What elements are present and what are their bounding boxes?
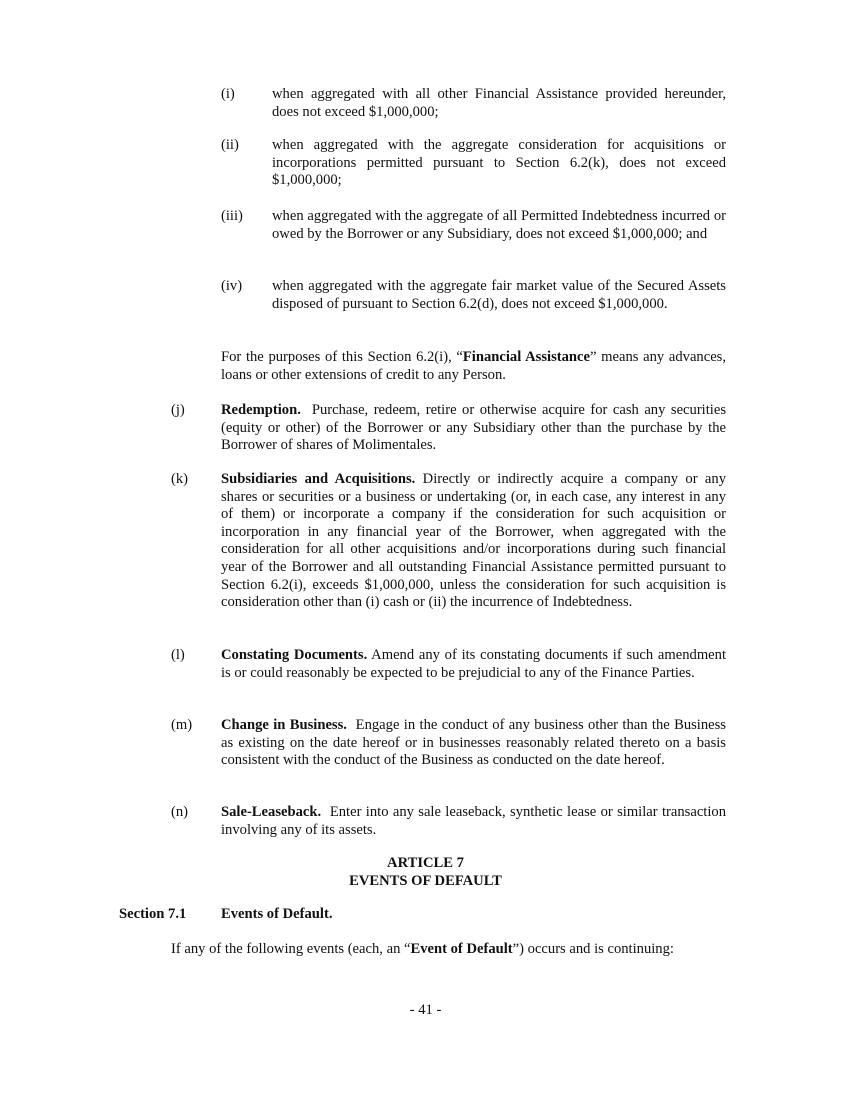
item-body: Subsidiaries and Acquisitions. Directly or indirectly acquire a company or any shares or securities or a business or undertaking (or, in each case, any interest in any of them) or incorporate a company if the consideration for such acquisition or incorporation in any financial year of the Borrower, when aggregated with the consideration for all other acquisitions and/or incorporations during such financial year of the Borrower and all outstanding Financial Assistance permitted pursuant to Section 6.2(i), exceeds $1,000,000, unless the consideration for such acquisition is consideration other than (i) cash or (ii) the incurrence of Indebtedness. [221, 471, 726, 611]
item-heading: Change in Business [221, 717, 344, 733]
item-heading: Redemption [221, 402, 298, 418]
item-body: Constating Documents. Amend any of its constating documents if such amendment is or could reasonably be expected to be prejudicial to any of the Finance Parties. [221, 647, 727, 681]
item-text: Purchase, redeem, retire or otherwise acquire for cash any securities (equity or other) of the Borrower or any Subsidiary other than the purchase by the Borrower of shares of Molimentales. [221, 402, 726, 454]
article-heading [0, 855, 851, 890]
section-title: Events of Default. [221, 906, 333, 922]
sub-item-label: (ii) [221, 137, 239, 153]
sub-item-label: (iv) [221, 278, 243, 294]
defined-term: Financial Assistance [462, 349, 591, 365]
sub-item-label: (iii) [221, 208, 243, 224]
item-body: Change in Business. Engage in the conduct of any business other than the Business as existing on the date hereof or in businesses reasonably related thereto on a basis consistent with the conduct of the Business as conducted on the date hereof. [221, 717, 726, 769]
item-heading: Sale-Leaseback [221, 804, 318, 820]
sub-item-text: when aggregated with the aggregate fair market value of the Secured Assets disposed of pursuant to Section 6.2(d), does not exceed $1,000,000. [272, 278, 726, 312]
item-body: Redemption. Purchase, redeem, retire or otherwise acquire for cash any securities (equity or other) of the Borrower or any Subsidiary other than the purchase by the Borrower of shares of Molimentales. [221, 402, 726, 454]
sub-item-text: when aggregated with the aggregate of all Permitted Indebtedness incurred or owed by the Borrower or any Subsidiary, does not exceed $1,000,000; and [272, 208, 726, 242]
section-number: Section 7.1 [119, 906, 187, 922]
page-number: - 41 - [409, 1002, 442, 1018]
sub-item-label: (i) [221, 86, 235, 102]
item-label: (l) [171, 647, 185, 663]
intro-pre: If any of the following events (each, an “ [171, 941, 411, 957]
definition-post: ” means any advances, loans or other extensions of credit to any Person. [221, 349, 727, 383]
definition-paragraph [221, 349, 726, 384]
item-body: Sale-Leaseback. Enter into any sale leaseback, synthetic lease or similar transaction involving any of its assets. [221, 804, 726, 838]
item-text: Engage in the conduct of any business other than the Business as existing on the date hereof or in businesses reasonably related thereto on a basis consistent with the conduct of the Business as conducted on the date hereof. [221, 717, 726, 769]
defined-term: Event of Default [410, 941, 513, 957]
intro-post: ”) occurs and is continuing: [512, 941, 674, 957]
sub-item-text: when aggregated with all other Financial Assistance provided hereunder, does not exceed $1,000,000; [272, 86, 726, 120]
article-title: EVENTS OF DEFAULT [349, 872, 502, 889]
item-label: (k) [171, 471, 189, 487]
item-text: Directly or indirectly acquire a company or any shares or securities or a business or undertaking (or, in each case, any interest in any of them) or incorporate a company if the consideration for such acquisition or incorporation in any financial year of the Borrower, when aggregated with the consideration for all other acquisitions and/or incorporations during such financial year of the Borrower and all outstanding Financial Assistance permitted pursuant to Section 6.2(i), exceeds $1,000,000, unless the consideration for such acquisition is consideration other than (i) cash or (ii) the incurrence of Indebtedness. [221, 471, 726, 611]
item-heading: Constating Documents [221, 647, 364, 663]
item-text: Enter into any sale leaseback, synthetic lease or similar transaction involving any of its assets. [221, 804, 726, 838]
definition-pre: For the purposes of this Section 6.2(i), “ [221, 349, 463, 365]
item-text: Amend any of its constating documents if such amendment is or could reasonably be expected to be prejudicial to any of the Finance Parties. [221, 647, 727, 681]
item-label: (n) [171, 804, 189, 820]
item-heading: Subsidiaries and Acquisitions [221, 471, 412, 487]
intro-paragraph [171, 941, 731, 959]
item-label: (j) [171, 402, 185, 418]
item-label: (m) [171, 717, 193, 733]
sub-item-text: when aggregated with the aggregate consideration for acquisitions or incorporations permitted pursuant to Section 6.2(k), does not exceed $1,000,000; [272, 137, 726, 189]
article-number: ARTICLE 7 [387, 855, 464, 871]
